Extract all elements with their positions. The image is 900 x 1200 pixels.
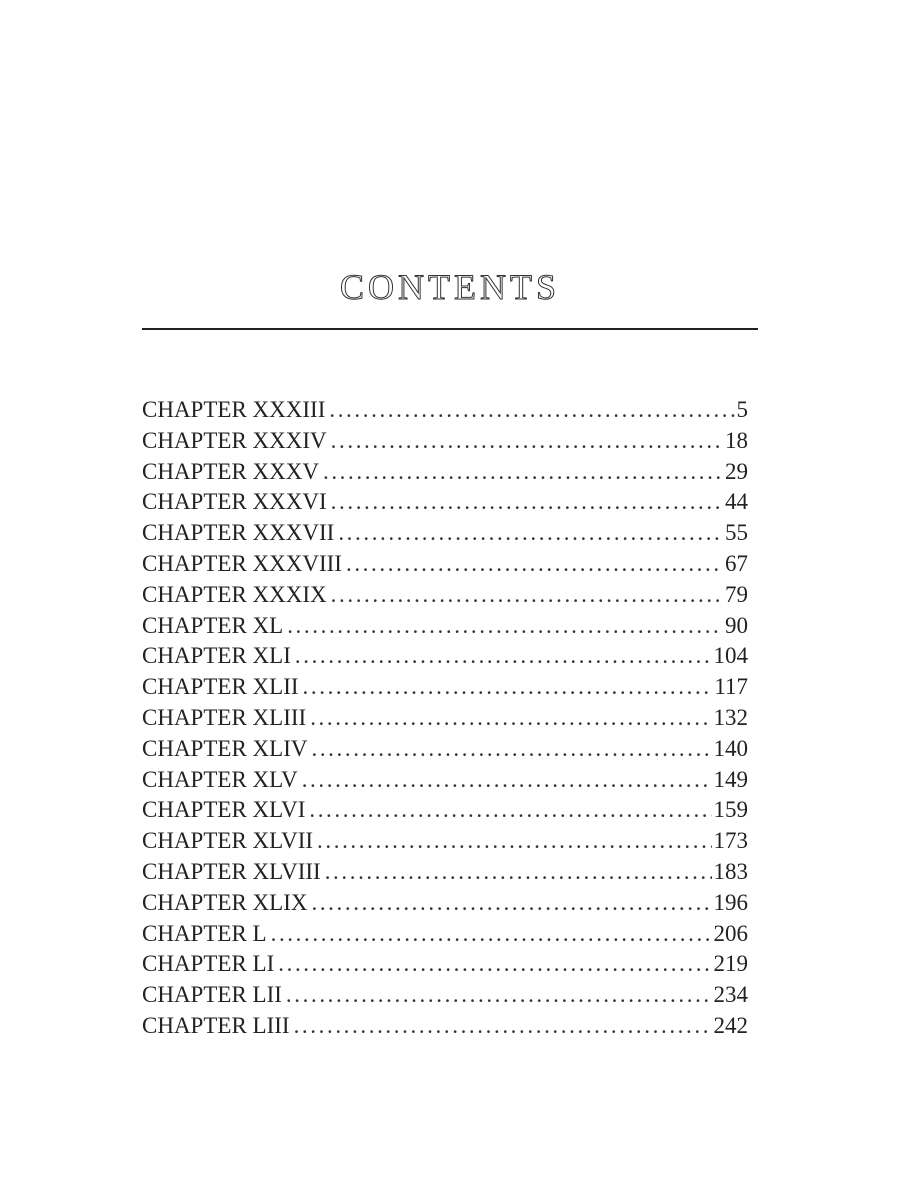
toc-page-number: 5: [736, 397, 748, 422]
toc-chapter-label: CHAPTER XLIII: [142, 704, 307, 730]
toc-entry[interactable]: [142, 795, 748, 826]
toc-dot-leader: [325, 857, 712, 888]
toc-chapter-label: CHAPTER XLVIII: [142, 858, 321, 884]
toc-dot-leader: [287, 611, 723, 642]
toc-dot-leader: [310, 703, 711, 734]
toc-page-number: 173: [713, 828, 748, 854]
title-divider: [142, 328, 758, 330]
toc-chapter-label: CHAPTER XLVII: [142, 828, 314, 854]
toc-page-number: 206: [713, 920, 748, 946]
toc-page-number: 140: [713, 735, 748, 761]
toc-page-number: 132: [713, 704, 748, 730]
toc-chapter-label: CHAPTER XXXVIII: [142, 550, 342, 576]
table-of-contents: [142, 395, 748, 1042]
toc-entry[interactable]: [142, 765, 748, 796]
toc-entry[interactable]: [142, 395, 748, 426]
toc-chapter-label: CHAPTER XLIX: [142, 889, 308, 915]
toc-chapter-label: CHAPTER XXXV: [142, 458, 319, 484]
toc-page-number: 183: [713, 858, 748, 884]
toc-entry[interactable]: [142, 888, 748, 919]
toc-entry[interactable]: [142, 734, 748, 765]
toc-page-number: 55: [725, 520, 748, 546]
toc-dot-leader: [286, 980, 712, 1011]
toc-chapter-label: CHAPTER XLVI: [142, 797, 306, 823]
toc-chapter-label: CHAPTER XXXIX: [142, 581, 327, 607]
toc-entry[interactable]: [142, 426, 748, 457]
toc-page-number: 117: [714, 674, 748, 700]
toc-entry[interactable]: [142, 826, 748, 857]
toc-entry[interactable]: [142, 641, 748, 672]
toc-page-number: 219: [713, 951, 748, 977]
toc-dot-leader: [323, 457, 723, 488]
page-title: CONTENTS: [340, 267, 560, 307]
toc-page-number: 104: [713, 643, 748, 669]
toc-dot-leader: [346, 549, 723, 580]
toc-chapter-label: CHAPTER XL: [142, 612, 284, 638]
toc-page-number: 159: [713, 797, 748, 823]
toc-dot-leader: [329, 395, 734, 426]
toc-entry[interactable]: [142, 611, 748, 642]
toc-chapter-label: CHAPTER XXXIV: [142, 427, 327, 453]
toc-chapter-label: CHAPTER LIII: [142, 1012, 290, 1038]
toc-page-number: 196: [713, 889, 748, 915]
toc-entry[interactable]: [142, 580, 748, 611]
toc-dot-leader: [278, 949, 711, 980]
toc-entry[interactable]: [142, 549, 748, 580]
toc-dot-leader: [338, 518, 723, 549]
toc-dot-leader: [311, 888, 711, 919]
toc-entry[interactable]: [142, 487, 748, 518]
toc-page-number: 149: [713, 766, 748, 792]
toc-entry[interactable]: [142, 857, 748, 888]
toc-dot-leader: [294, 1011, 712, 1042]
toc-dot-leader: [317, 826, 711, 857]
toc-chapter-label: CHAPTER XXXVI: [142, 489, 327, 515]
toc-entry[interactable]: [142, 703, 748, 734]
toc-entry[interactable]: [142, 949, 748, 980]
toc-entry[interactable]: [142, 1011, 748, 1042]
toc-dot-leader: [295, 641, 712, 672]
toc-dot-leader: [331, 487, 723, 518]
toc-page-number: 242: [713, 1012, 748, 1038]
toc-page-number: 29: [725, 458, 748, 484]
toc-chapter-label: CHAPTER XLV: [142, 766, 298, 792]
toc-dot-leader: [303, 672, 713, 703]
toc-chapter-label: CHAPTER L: [142, 920, 267, 946]
toc-chapter-label: CHAPTER XXXVII: [142, 520, 335, 546]
toc-dot-leader: [331, 580, 723, 611]
toc-chapter-label: CHAPTER LII: [142, 982, 282, 1008]
toc-dot-leader: [309, 795, 711, 826]
toc-entry[interactable]: [142, 919, 748, 950]
toc-page-number: 79: [725, 581, 748, 607]
toc-entry[interactable]: [142, 672, 748, 703]
toc-chapter-label: CHAPTER XLI: [142, 643, 291, 669]
toc-page-number: 67: [725, 550, 748, 576]
toc-page-number: 90: [725, 612, 748, 638]
toc-page-number: 44: [725, 489, 748, 515]
toc-page-number: 18: [725, 427, 748, 453]
toc-page-number: 234: [713, 982, 748, 1008]
toc-chapter-label: CHAPTER LI: [142, 951, 275, 977]
toc-chapter-label: CHAPTER XLIV: [142, 735, 308, 761]
toc-dot-leader: [271, 919, 712, 950]
toc-chapter-label: CHAPTER XXXIII: [142, 397, 326, 422]
toc-entry[interactable]: [142, 518, 748, 549]
toc-entry[interactable]: [142, 980, 748, 1011]
toc-dot-leader: [302, 765, 712, 796]
toc-entry[interactable]: [142, 457, 748, 488]
toc-dot-leader: [331, 426, 723, 457]
toc-chapter-label: CHAPTER XLII: [142, 674, 299, 700]
toc-dot-leader: [311, 734, 711, 765]
